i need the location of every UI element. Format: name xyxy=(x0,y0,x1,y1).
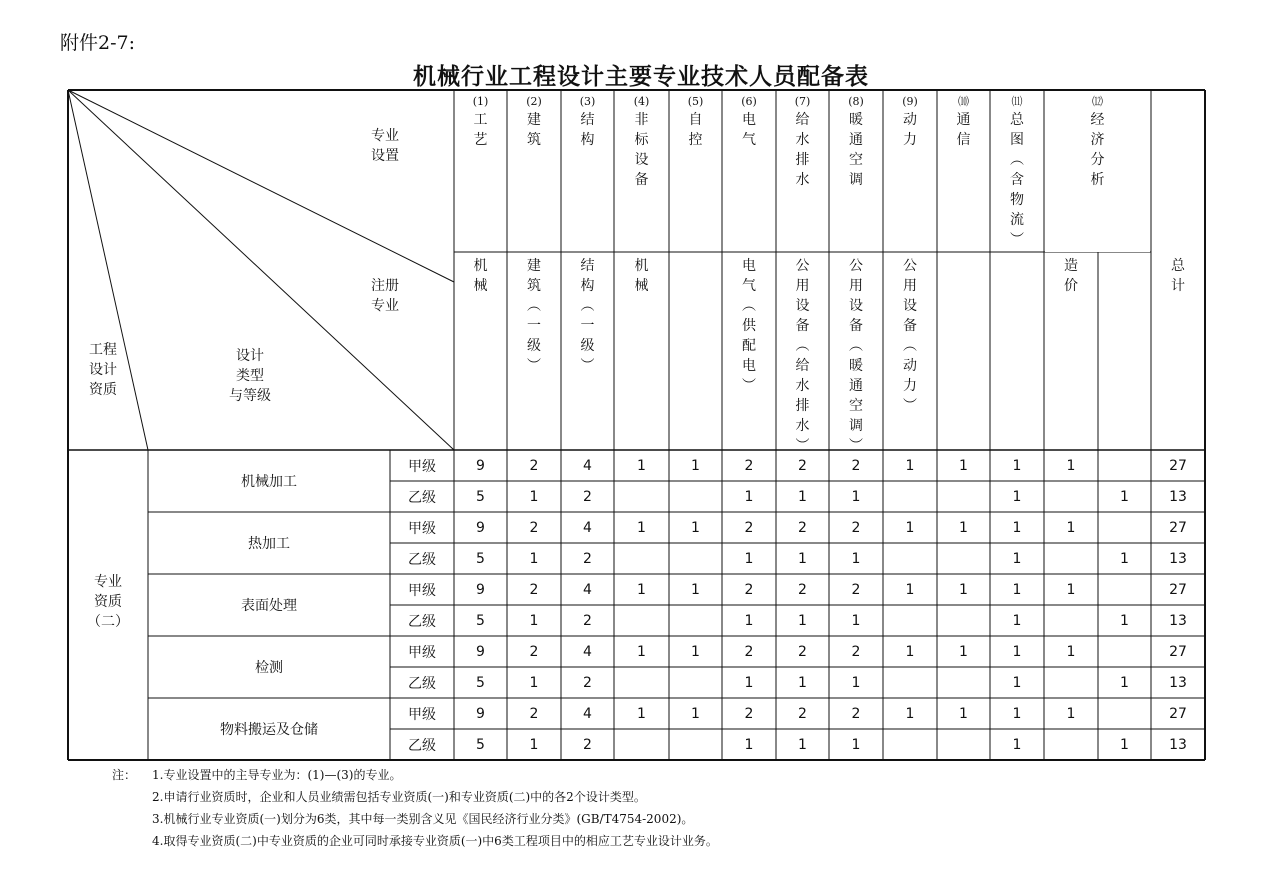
registered-specialty-9: 公 用 设 备 ︵ 动 力 ︶ xyxy=(903,258,917,414)
value-cell: 2 xyxy=(798,705,807,722)
value-cell xyxy=(1044,667,1098,698)
value-cell: 1 xyxy=(1012,550,1022,567)
value-cell: 1 xyxy=(905,643,915,660)
value-cell: 1 xyxy=(798,736,807,753)
column-header-12: ⑿ 经 济 分 析 xyxy=(1090,95,1105,188)
value-cell: 5 xyxy=(476,488,485,505)
value-cell: 1 xyxy=(1066,705,1076,722)
value-cell: 1 xyxy=(1066,643,1076,660)
value-cell xyxy=(883,605,937,636)
value-cell: 1 xyxy=(798,550,807,567)
value-cell xyxy=(614,481,669,512)
value-cell xyxy=(937,481,990,512)
value-cell: 2 xyxy=(583,488,592,505)
value-cell: 1 xyxy=(691,643,700,660)
value-cell: 4 xyxy=(583,705,592,722)
column-header-8: (8) 暖 通 空 调 xyxy=(848,95,864,188)
value-cell xyxy=(1044,605,1098,636)
grade-label: 乙级 xyxy=(408,551,436,568)
value-cell: 1 xyxy=(905,705,915,722)
value-cell: 2 xyxy=(583,612,592,629)
column-header-6: (6) 电 气 xyxy=(741,95,757,148)
value-cell: 1 xyxy=(1120,488,1129,505)
grade-label: 乙级 xyxy=(408,613,436,630)
value-cell: 2 xyxy=(744,705,754,722)
value-cell xyxy=(1098,636,1151,667)
column-header-7: (7) 给 水 排 水 xyxy=(794,95,811,188)
value-cell: 1 xyxy=(744,612,754,629)
value-cell: 1 xyxy=(1012,643,1022,660)
value-cell: 2 xyxy=(798,457,807,474)
column-header-10: ⑽ 通 信 xyxy=(956,95,971,148)
grade-label: 甲级 xyxy=(408,458,436,475)
value-cell: 1 xyxy=(1120,674,1129,691)
column-header-9: (9) 动 力 xyxy=(902,95,918,148)
attachment-label: 附件2-7: xyxy=(60,32,135,54)
registered-specialty-6: 电 气 ︵ 供 配 电 ︶ xyxy=(742,258,756,394)
value-cell: 2 xyxy=(798,643,807,660)
value-cell: 2 xyxy=(583,736,592,753)
value-cell: 5 xyxy=(476,674,485,691)
value-cell: 2 xyxy=(583,674,592,691)
value-cell: 1 xyxy=(1012,457,1022,474)
total-cell: 27 xyxy=(1169,457,1187,474)
corner-specialty-setting: 专业 设置 xyxy=(371,128,399,164)
column-header-11: ⑾ 总 图 ︵ 含 物 流 ︶ xyxy=(1010,95,1024,248)
value-cell xyxy=(1098,512,1151,543)
value-cell: 2 xyxy=(529,581,539,598)
value-cell: 2 xyxy=(851,519,861,536)
value-cell: 1 xyxy=(529,612,539,629)
value-cell: 9 xyxy=(476,581,485,598)
value-cell: 1 xyxy=(1066,519,1076,536)
design-type-name: 检测 xyxy=(255,660,283,676)
corner-engineering-qualification: 工程 设计 资质 xyxy=(89,342,117,398)
total-cell: 27 xyxy=(1169,581,1187,598)
value-cell xyxy=(1098,698,1151,729)
value-cell: 1 xyxy=(1066,581,1076,598)
registered-specialty-1: 机 械 xyxy=(473,258,488,294)
value-cell: 2 xyxy=(744,581,754,598)
total-cell: 13 xyxy=(1169,674,1187,691)
notes xyxy=(112,764,718,852)
value-cell: 1 xyxy=(744,550,754,567)
value-cell xyxy=(614,605,669,636)
value-cell xyxy=(1098,574,1151,605)
value-cell: 2 xyxy=(851,581,861,598)
value-cell: 9 xyxy=(476,705,485,722)
value-cell xyxy=(669,481,722,512)
value-cell xyxy=(669,667,722,698)
value-cell: 4 xyxy=(583,519,592,536)
value-cell: 1 xyxy=(851,550,861,567)
value-cell xyxy=(669,543,722,574)
value-cell: 2 xyxy=(851,705,861,722)
registered-specialty-3: 结 构 ︵ 一 级 ︶ xyxy=(580,258,595,374)
value-cell xyxy=(1044,729,1098,760)
value-cell xyxy=(883,729,937,760)
value-cell: 1 xyxy=(851,612,861,629)
value-cell xyxy=(937,667,990,698)
value-cell: 1 xyxy=(691,581,700,598)
value-cell: 1 xyxy=(798,612,807,629)
total-cell: 13 xyxy=(1169,612,1187,629)
value-cell xyxy=(883,667,937,698)
value-cell: 1 xyxy=(798,488,807,505)
total-header: 总 计 xyxy=(1171,258,1185,294)
value-cell: 1 xyxy=(1012,612,1022,629)
value-cell xyxy=(883,543,937,574)
value-cell: 4 xyxy=(583,643,592,660)
corner-registered-specialty: 注册 专业 xyxy=(371,278,399,314)
note-3: 3.机械行业专业资质(一)划分为6类，其中每一类别含义见《国民经济行业分类》(GB/T4754-2002)。 xyxy=(152,812,694,826)
value-cell: 2 xyxy=(744,643,754,660)
value-cell: 1 xyxy=(1066,457,1076,474)
column-header-5: (5) 自 控 xyxy=(687,95,704,148)
value-cell: 1 xyxy=(1012,488,1022,505)
note-1: 注： 1.专业设置中的主导专业为：(1)—(3)的专业。 xyxy=(112,768,402,782)
value-cell: 1 xyxy=(637,519,646,536)
value-cell xyxy=(1044,543,1098,574)
value-cell: 4 xyxy=(583,581,592,598)
value-cell: 1 xyxy=(744,674,754,691)
total-cell: 13 xyxy=(1169,736,1187,753)
registered-specialty-12a: 造 价 xyxy=(1064,258,1078,294)
value-cell: 2 xyxy=(851,457,861,474)
value-cell: 4 xyxy=(583,457,592,474)
value-cell: 1 xyxy=(529,550,539,567)
value-cell: 2 xyxy=(798,519,807,536)
registered-specialty-2: 建 筑 ︵ 一 级 ︶ xyxy=(527,258,541,374)
corner-design-type: 设计 类型 与等级 xyxy=(229,348,271,404)
value-cell: 1 xyxy=(529,736,539,753)
value-cell: 1 xyxy=(1120,612,1129,629)
value-cell xyxy=(669,605,722,636)
value-cell: 1 xyxy=(744,488,754,505)
value-cell: 1 xyxy=(1012,674,1022,691)
value-cell xyxy=(614,667,669,698)
value-cell: 5 xyxy=(476,612,485,629)
value-cell: 1 xyxy=(637,581,646,598)
design-type-name: 表面处理 xyxy=(241,598,297,614)
note-4: 4.取得专业资质(二)中专业资质的企业可同时承接专业资质(一)中6类工程项目中的相应工艺专业设计业务。 xyxy=(152,834,718,848)
value-cell: 1 xyxy=(1012,519,1022,536)
value-cell: 1 xyxy=(637,705,646,722)
grade-label: 甲级 xyxy=(408,706,436,723)
grade-label: 甲级 xyxy=(408,582,436,599)
value-cell: 1 xyxy=(959,519,968,536)
value-cell: 1 xyxy=(529,488,539,505)
design-type-name: 机械加工 xyxy=(241,474,297,490)
note-2: 2.申请行业资质时，企业和人员业绩需包括专业资质(一)和专业资质(二)中的各2个设计类型。 xyxy=(152,790,646,804)
value-cell xyxy=(1098,450,1151,481)
value-cell: 1 xyxy=(905,457,915,474)
column-header-1: (1) 工 艺 xyxy=(472,95,489,148)
grade-label: 乙级 xyxy=(408,675,436,692)
value-cell: 1 xyxy=(1012,581,1022,598)
section-label: 专业 资质 （二） xyxy=(87,574,129,630)
value-cell: 2 xyxy=(529,457,539,474)
value-cell: 9 xyxy=(476,519,485,536)
registered-specialty-8: 公 用 设 备 ︵ 暖 通 空 调 ︶ xyxy=(849,258,863,454)
value-cell: 5 xyxy=(476,736,485,753)
value-cell: 9 xyxy=(476,457,485,474)
value-cell: 1 xyxy=(691,519,700,536)
value-cell: 1 xyxy=(905,519,915,536)
value-cell xyxy=(937,605,990,636)
value-cell: 1 xyxy=(959,705,968,722)
value-cell: 2 xyxy=(798,581,807,598)
value-cell: 1 xyxy=(529,674,539,691)
value-cell: 2 xyxy=(851,643,861,660)
design-type-name: 热加工 xyxy=(248,536,290,552)
value-cell: 2 xyxy=(744,519,754,536)
design-type-name: 物料搬运及仓储 xyxy=(220,722,318,738)
value-cell: 2 xyxy=(529,705,539,722)
value-cell xyxy=(669,729,722,760)
value-cell: 1 xyxy=(691,705,700,722)
column-header-3: (3) 结 构 xyxy=(579,95,596,148)
value-cell xyxy=(614,729,669,760)
value-cell: 1 xyxy=(637,643,646,660)
value-cell: 2 xyxy=(529,643,539,660)
column-header-2: (2) 建 筑 xyxy=(526,95,542,148)
value-cell: 1 xyxy=(691,457,700,474)
value-cell xyxy=(937,543,990,574)
value-cell xyxy=(614,543,669,574)
total-cell: 27 xyxy=(1169,643,1187,660)
value-cell: 1 xyxy=(851,736,861,753)
registered-specialty-7: 公 用 设 备 ︵ 给 水 排 水 ︶ xyxy=(795,258,810,454)
value-cell: 1 xyxy=(959,581,968,598)
value-cell: 1 xyxy=(959,457,968,474)
value-cell: 1 xyxy=(637,457,646,474)
grade-label: 乙级 xyxy=(408,489,436,506)
value-cell: 2 xyxy=(744,457,754,474)
value-cell: 1 xyxy=(851,674,861,691)
grade-label: 甲级 xyxy=(408,644,436,661)
value-cell: 1 xyxy=(851,488,861,505)
value-cell: 1 xyxy=(1012,705,1022,722)
column-header-4: (4) 非 标 设 备 xyxy=(633,95,650,188)
value-cell: 2 xyxy=(529,519,539,536)
value-cell: 9 xyxy=(476,643,485,660)
value-cell: 1 xyxy=(798,674,807,691)
page-title: 机械行业工程设计主要专业技术人员配备表 xyxy=(413,63,869,90)
value-cell: 1 xyxy=(1012,736,1022,753)
grade-label: 甲级 xyxy=(408,520,436,537)
value-cell: 2 xyxy=(583,550,592,567)
value-cell: 1 xyxy=(1120,736,1129,753)
value-cell: 5 xyxy=(476,550,485,567)
total-cell: 13 xyxy=(1169,550,1187,567)
value-cell: 1 xyxy=(1120,550,1129,567)
value-cell xyxy=(1044,481,1098,512)
value-cell xyxy=(937,729,990,760)
value-cell: 1 xyxy=(959,643,968,660)
value-cell: 1 xyxy=(744,736,754,753)
total-cell: 27 xyxy=(1169,705,1187,722)
registered-specialty-4: 机 械 xyxy=(634,258,649,294)
value-cell xyxy=(883,481,937,512)
total-cell: 27 xyxy=(1169,519,1187,536)
value-cell: 1 xyxy=(905,581,915,598)
grade-label: 乙级 xyxy=(408,737,436,754)
total-cell: 13 xyxy=(1169,488,1187,505)
